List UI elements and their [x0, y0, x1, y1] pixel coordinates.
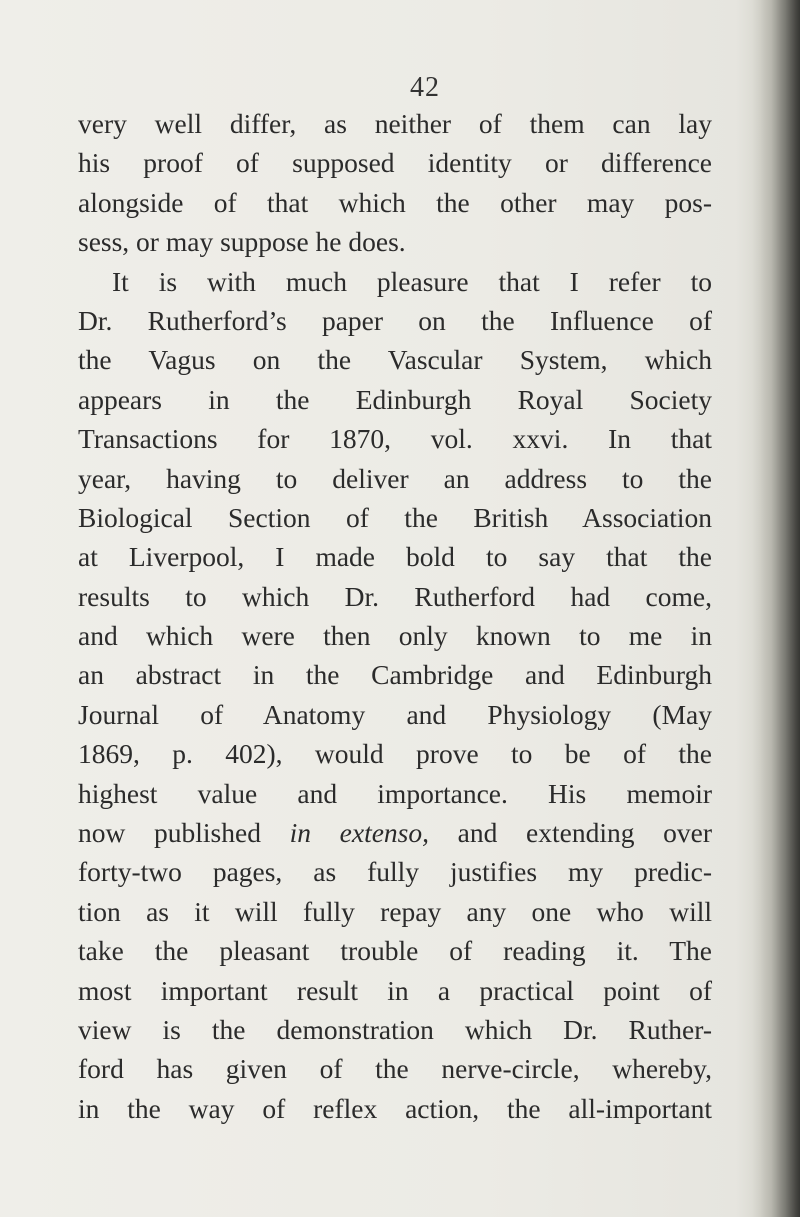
text-segment: and extending over: [429, 817, 712, 849]
text-line: appears in the Edinburgh Royal Society: [78, 383, 712, 415]
text-line: highest value and importance. His memoir: [78, 777, 712, 809]
text-line: sess, or may suppose he does.: [78, 226, 406, 258]
text-line: the Vagus on the Vascular System, which: [78, 344, 712, 376]
text-line: very well differ, as neither of them can lay: [78, 108, 712, 139]
text-line: Biological Section of the British Association: [78, 501, 712, 533]
text-line: at Liverpool, I made bold to say that the: [78, 541, 712, 573]
text-line: most important result in a practical point of: [78, 974, 712, 1006]
text-line: in the way of reflex action, the all-important: [78, 1092, 712, 1124]
text-line: alongside of that which the other may pos-: [78, 186, 712, 218]
page-gutter-shadow: [752, 0, 800, 1217]
text-line: and which were then only known to me in: [78, 620, 712, 652]
body-text: [78, 104, 712, 1128]
text-line: view is the demonstration which Dr. Ruther-: [78, 1013, 712, 1045]
text-line: Transactions for 1870, vol. xxvi. In that: [78, 423, 712, 455]
text-segment: now published: [78, 817, 290, 849]
italic-phrase: in extenso,: [289, 817, 430, 849]
text-line: year, having to deliver an address to the: [78, 462, 712, 494]
text-line: Journal of Anatomy and Physiology (May: [78, 698, 712, 730]
text-line: It is with much pleasure that I refer to: [112, 265, 712, 297]
text-line: 1869, p. 402), would prove to be of the: [78, 738, 712, 770]
text-line: ford has given of the nerve-circle, whereby,: [78, 1053, 712, 1085]
text-line: forty-two pages, as fully justifies my predic-: [78, 856, 712, 888]
text-line: tion as it will fully repay any one who will: [78, 895, 712, 927]
page-number: 42: [410, 72, 440, 103]
text-line-mixed: [78, 813, 712, 852]
text-line: an abstract in the Cambridge and Edinburgh: [78, 659, 712, 691]
text-line: take the pleasant trouble of reading it. The: [78, 935, 712, 967]
text-line: Dr. Rutherford’s paper on the Influence of: [78, 304, 712, 336]
text-line: results to which Dr. Rutherford had come,: [78, 580, 712, 612]
text-line: his proof of supposed identity or difference: [78, 147, 712, 179]
